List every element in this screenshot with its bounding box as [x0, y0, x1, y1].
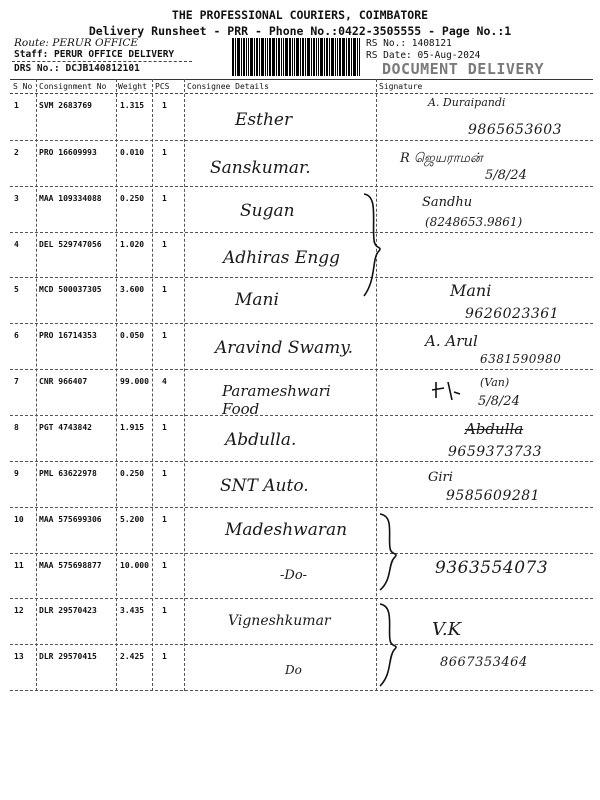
col-header-sno: S No [13, 82, 33, 91]
table-row [10, 645, 593, 691]
row-pcs: 1 [162, 101, 167, 110]
row-weight: 99.000 [120, 377, 149, 386]
row-sno: 9 [14, 469, 19, 478]
table-row [10, 141, 593, 187]
consignee-name: Parameshwari Food [222, 382, 331, 418]
row-pcs: 1 [162, 240, 167, 249]
row-pcs: 1 [162, 194, 167, 203]
consignee-name: Vigneshkumar [228, 613, 331, 629]
consignee-name: Do [285, 663, 302, 677]
signature-phone: 8667353464 [440, 655, 528, 670]
row-consignment-no: PRO 16609993 [39, 148, 97, 157]
row-sno: 4 [14, 240, 19, 249]
row-consignment-no: MAA 575698877 [39, 561, 102, 570]
row-pcs: 1 [162, 469, 167, 478]
row-weight: 5.200 [120, 515, 145, 524]
signature-note: (Van) [480, 376, 510, 389]
signature-phone: 9363554073 [435, 558, 549, 578]
consignee-name: SNT Auto. [220, 476, 309, 496]
signature-date: 5/8/24 [478, 394, 520, 409]
rs-date: RS Date: 05-Aug-2024 [366, 50, 481, 61]
col-header-consignee: Consignee Details [187, 82, 269, 91]
table-row [10, 508, 593, 554]
row-consignment-no: PML 63622978 [39, 469, 97, 478]
signature-mark [430, 378, 470, 404]
signature-date: 5/8/24 [485, 168, 527, 183]
signature-phone: 9659373733 [448, 444, 543, 460]
signature-name: V.K [432, 619, 462, 640]
row-weight: 1.915 [120, 423, 145, 432]
table-row [10, 416, 593, 462]
row-sno: 6 [14, 331, 19, 340]
row-consignment-no: DLR 29570423 [39, 606, 97, 615]
consignee-name: Sanskumar. [210, 158, 311, 178]
table-row [10, 370, 593, 416]
row-weight: 0.250 [120, 469, 145, 478]
row-sno: 12 [14, 606, 24, 615]
row-pcs: 1 [162, 561, 167, 570]
barcode [232, 38, 360, 76]
row-pcs: 1 [162, 331, 167, 340]
col-header-consignment: Consignment No [39, 82, 107, 91]
row-sno: 3 [14, 194, 19, 203]
row-consignment-no: DLR 29570415 [39, 652, 97, 661]
row-weight: 1.315 [120, 101, 145, 110]
row-pcs: 1 [162, 285, 167, 294]
col-header-signature: Signature [379, 82, 423, 91]
consignee-name: Madeshwaran [225, 520, 348, 540]
table-row [10, 599, 593, 645]
consignee-name: Mani [235, 290, 279, 310]
row-consignment-no: CNR 966407 [39, 377, 88, 386]
staff-label: Staff: PERUR OFFICE DELIVERY [14, 49, 175, 60]
table-row [10, 233, 593, 278]
signature-phone: 6381590980 [480, 352, 562, 366]
table-row [10, 94, 593, 141]
signature-phone: 9585609281 [446, 488, 541, 504]
signature-name: Abdulla [465, 420, 524, 438]
signature-phone: (8248653.9861) [425, 215, 523, 229]
table-row [10, 462, 593, 508]
row-sno: 2 [14, 148, 19, 157]
rs-number: RS No.: 1408121 [366, 38, 452, 49]
handwritten-brace [376, 510, 406, 595]
row-consignment-no: MAA 575699306 [39, 515, 102, 524]
consignee-name: Adhiras Engg [223, 248, 341, 268]
signature-name: A. Duraipandi [428, 96, 506, 109]
col-header-pcs: PCS [155, 82, 170, 91]
row-weight: 3.600 [120, 285, 145, 294]
row-pcs: 1 [162, 515, 167, 524]
row-weight: 1.020 [120, 240, 145, 249]
signature-name: R ஜெயராமன் [400, 151, 483, 166]
row-pcs: 1 [162, 606, 167, 615]
signature-name: Sandhu [422, 195, 473, 210]
row-consignment-no: MAA 109334088 [39, 194, 102, 203]
row-consignment-no: MCD 500037305 [39, 285, 102, 294]
row-weight: 0.050 [120, 331, 145, 340]
runsheet-subtitle: Delivery Runsheet - PRR - Phone No.:0422-3505555 - Page No.:1 [88, 24, 512, 38]
consignee-name: Abdulla. [225, 430, 297, 450]
row-sno: 13 [14, 652, 24, 661]
row-consignment-no: PGT 4743842 [39, 423, 92, 432]
table-row [10, 554, 593, 599]
consignee-name: Sugan [240, 201, 295, 221]
row-consignment-no: PRO 16714353 [39, 331, 97, 340]
table-row [10, 324, 593, 370]
consignee-name: Esther [235, 110, 293, 130]
row-sno: 11 [14, 561, 24, 570]
row-weight: 0.250 [120, 194, 145, 203]
document-delivery-stamp: DOCUMENT DELIVERY [382, 60, 545, 78]
signature-name: A. Arul [425, 332, 478, 350]
row-sno: 5 [14, 285, 19, 294]
row-sno: 10 [14, 515, 24, 524]
row-sno: 8 [14, 423, 19, 432]
row-pcs: 4 [162, 377, 167, 386]
company-title: THE PROFESSIONAL COURIERS, COIMBATORE [171, 8, 429, 22]
handwritten-brace [376, 600, 406, 690]
row-sno: 7 [14, 377, 19, 386]
drs-separator [12, 61, 192, 62]
handwritten-brace [360, 190, 390, 300]
consignee-name: -Do- [280, 568, 308, 583]
row-pcs: 1 [162, 652, 167, 661]
signature-name: Mani [450, 281, 492, 300]
row-weight: 2.425 [120, 652, 145, 661]
row-weight: 3.435 [120, 606, 145, 615]
signature-phone: 9865653603 [468, 122, 563, 138]
route-label: Route: PERUR OFFICE [14, 37, 139, 49]
row-consignment-no: DEL 529747056 [39, 240, 102, 249]
row-sno: 1 [14, 101, 19, 110]
signature-name: Giri [428, 470, 453, 485]
signature-phone: 9626023361 [465, 306, 560, 322]
table-row [10, 278, 593, 324]
table-top-border [10, 79, 593, 80]
consignee-name: Aravind Swamy. [215, 338, 354, 358]
table-row [10, 187, 593, 233]
row-pcs: 1 [162, 423, 167, 432]
row-weight: 0.010 [120, 148, 145, 157]
row-consignment-no: SVM 2683769 [39, 101, 92, 110]
row-divider [10, 690, 593, 691]
row-pcs: 1 [162, 148, 167, 157]
row-weight: 10.000 [120, 561, 149, 570]
drs-number: DRS No.: DCJB140812101 [14, 63, 140, 74]
col-header-weight: Weight [118, 82, 147, 91]
